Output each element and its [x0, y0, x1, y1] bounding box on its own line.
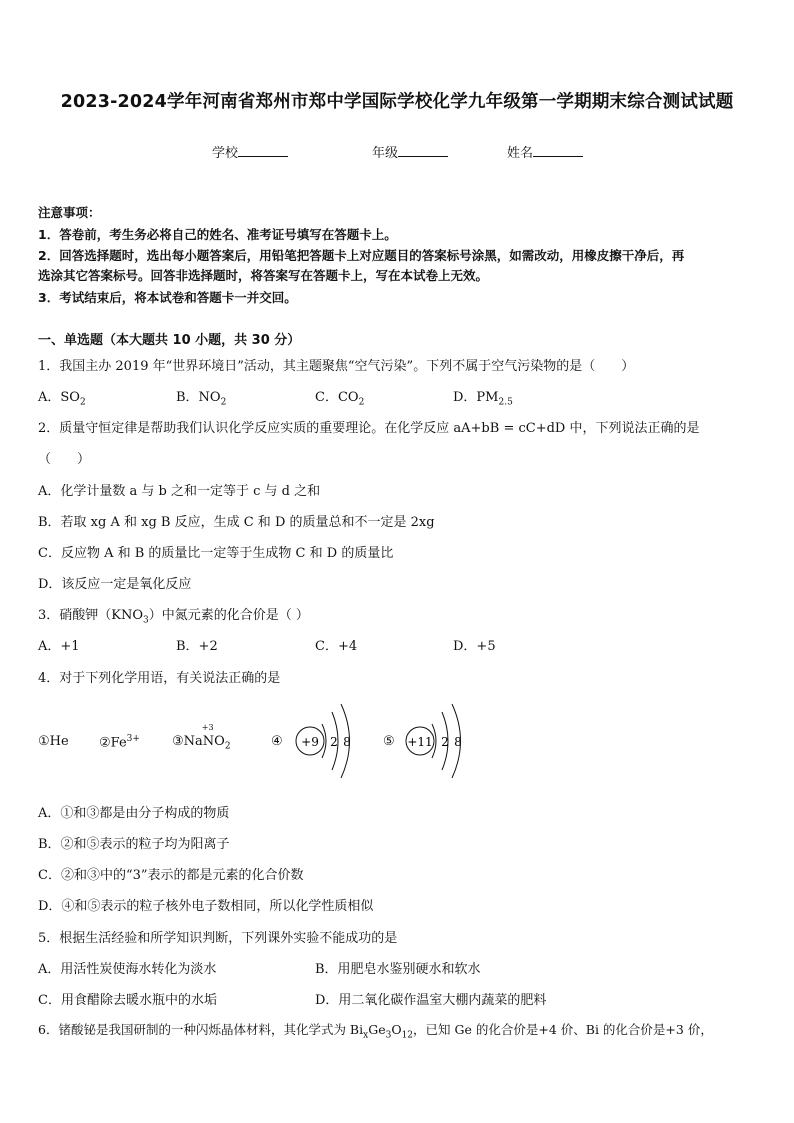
q2-option-a: A．化学计量数 a 与 b 之和一定等于 c 与 d 之和 [38, 484, 321, 499]
q3-option-a: A．+1 [38, 639, 80, 654]
grade-field [372, 142, 448, 161]
name-field [507, 142, 583, 161]
grade-label: 年级 [372, 146, 399, 161]
q4-option-a: A．①和③都是由分子构成的物质 [38, 806, 230, 821]
q2-option-b: B．若取 xg A 和 xg B 反应，生成 C 和 D 的质量总和不一定是 2xg [38, 515, 435, 530]
nitrogen-valence: +3 [201, 723, 214, 732]
q2-paren: （ ） [38, 452, 91, 467]
q4-stem: 4．对于下列化学用语，有关说法正确的是 [38, 671, 281, 686]
school-blank [238, 144, 288, 157]
q4-item-3: ③Na +3 $NO_2$ [172, 723, 231, 752]
notice-item-3: 3．考试结束后，将本试卷和答题卡一并交回。 [38, 290, 297, 305]
q4-item-1: ①He [38, 734, 69, 749]
q4-item-2: $②Fe^{3+}$ [99, 734, 140, 751]
sodium-ion-structure-diagram [402, 702, 474, 782]
q2-option-c: C．反应物 A 和 B 的质量比一定等于生成物 C 和 D 的质量比 [38, 546, 394, 561]
q5-option-b: B．用肥皂水鉴别硬水和软水 [315, 962, 481, 977]
diagram-4-shell-2: 8 [343, 735, 351, 749]
q1-option-c: C．$CO_2$ [315, 390, 365, 408]
q5-option-d: D．用二氧化碳作温室大棚内蔬菜的肥料 [315, 993, 547, 1008]
notice-heading: 注意事项： [38, 205, 101, 220]
name-blank [533, 144, 583, 157]
notice-item-2: 2．回答选择题时，选出每小题答案后，用铅笔把答题卡上对应题目的答案标号涂黑，如需改动，用橡皮擦干净后，再 [38, 248, 685, 263]
school-field [212, 142, 288, 161]
diagram-4-shell-1: 2 [330, 735, 338, 749]
q6-stem: 6．锗酸铋是我国研制的一种闪烁晶体材料，其化学式为 $Bi_xGe_3O_{12}$，已知 Ge 的化合价是+4 价、Bi 的化合价是+3 价， [38, 1022, 713, 1041]
q5-option-a: A．用活性炭使海水转化为淡水 [38, 962, 217, 977]
q2-option-d: D．该反应一定是氧化反应 [38, 577, 192, 592]
q4-item-4-label: ④ [271, 734, 283, 749]
q1-option-d: D．$PM_{2.5}$ [453, 390, 513, 408]
q3-stem: 3．硝酸钾$(KNO_3)$中氮元素的化合价是（ ） [38, 608, 309, 626]
q4-item-5-label: ⑤ [383, 734, 395, 749]
section-heading: 一、单选题（本大题共 10 小题，共 30 分） [38, 333, 301, 348]
fluorine-ion-structure-diagram [292, 702, 362, 782]
q5-stem: 5．根据生活经验和所学知识判断，下列课外实验不能成功的是 [38, 931, 398, 946]
grade-blank [398, 144, 448, 157]
diagram-5-shell-1: 2 [441, 735, 449, 749]
q1-option-b: B．$NO_2$ [176, 390, 227, 408]
q4-option-b: B．②和⑤表示的粒子均为阳离子 [38, 837, 230, 852]
name-label: 姓名 [507, 146, 534, 161]
q4-symbols-row [0, 700, 794, 785]
notice-item-2-cont: 选涂其它答案标号。回答非选择题时，将答案写在答题卡上，写在本试卷上无效。 [38, 268, 489, 283]
school-label: 学校 [212, 146, 239, 161]
diagram-5-nucleus: +11 [407, 735, 433, 749]
q3-option-d: D．+5 [453, 639, 496, 654]
q3-option-b: B．+2 [176, 639, 218, 654]
q4-option-c: C．②和③中的“3”表示的都是元素的化合价数 [38, 868, 304, 883]
diagram-4-nucleus: +9 [301, 735, 319, 749]
q3-option-c: C．+4 [315, 639, 358, 654]
q4-option-d: D．④和⑤表示的粒子核外电子数相同，所以化学性质相似 [38, 899, 374, 914]
q1-stem: 1．我国主办 2019 年“世界环境日”活动，其主题聚焦“空气污染”。下列不属于空气污染物的是（ ） [38, 359, 635, 374]
q5-option-c: C．用食醋除去暖水瓶中的水垢 [38, 993, 217, 1008]
diagram-5-shell-2: 8 [454, 735, 462, 749]
page-title: 2023-2024学年河南省郑州市郑中学国际学校化学九年级第一学期期末综合测试试题 [60, 92, 734, 112]
notice-item-1: 1．答卷前，考生务必将自己的姓名、准考证号填写在答题卡上。 [38, 227, 397, 242]
q1-option-a: A．$SO_2$ [38, 390, 86, 408]
q2-stem: 2．质量守恒定律是帮助我们认识化学反应实质的重要理论。在化学反应 aA+bB = cC+dD 中，下列说法正确的是 [38, 421, 700, 436]
